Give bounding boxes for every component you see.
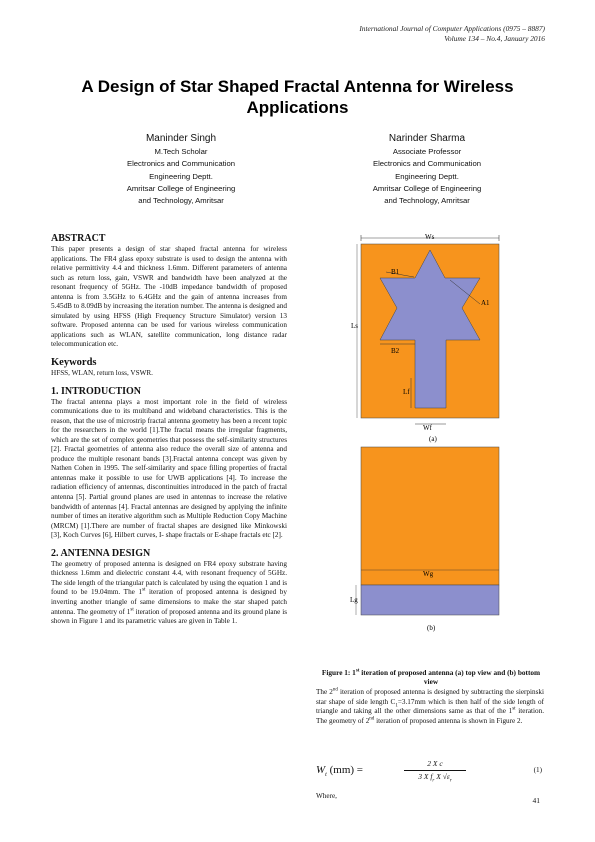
equation-denominator: 3 X $f_r$ X $√\varepsilon_r$	[418, 772, 452, 784]
author-line: Amritsar College of Engineering	[126, 183, 236, 193]
author-name: Maninder Singh	[145, 133, 217, 144]
wg-label: Wg	[423, 570, 434, 578]
figure-bottom-view	[350, 444, 505, 634]
author-line: Engineering Deptt.	[395, 171, 459, 181]
a1-label: A1	[481, 299, 490, 307]
b1-label: B1	[391, 268, 400, 276]
journal-name: International Journal of Computer Applications (0975 – 8887)	[359, 24, 545, 33]
b2-label: B2	[391, 347, 400, 355]
figure-caption: Figure 1: 1st iteration of proposed antenna (a) top view and (b) bottom view	[321, 668, 541, 687]
wf-label: Wf	[423, 424, 432, 432]
author-name: Narinder Sharma	[388, 133, 466, 144]
author-block-1	[76, 132, 286, 207]
author-line: Electronics and Communication	[126, 159, 236, 169]
paper-title: A Design of Star Shaped Fractal Antenna for Wireless Applications	[81, 77, 514, 117]
author-line: and Technology, Amritsar	[138, 196, 224, 206]
keywords-heading: Keywords	[51, 357, 97, 369]
equation-1	[316, 756, 544, 788]
author-line: Associate Professor	[392, 147, 462, 156]
subfigure-b-label: (b)	[427, 624, 436, 632]
ws-label: Ws	[425, 233, 435, 241]
where-text: Where,	[316, 792, 337, 800]
author-line: M.Tech Scholar	[154, 147, 208, 156]
author-block-2	[322, 132, 532, 207]
author-line: Electronics and Communication	[372, 159, 482, 169]
abstract-text: This paper presents a design of star shaped fractal antenna for wireless applications. The FR4 glass epoxy substrate is used to design the antenna with relative permittivity 4.4 and thickness 1.6mm. Different parameters of antenna such as return loss, gain, VSWR and bandwidth have been analyzed at the resonant frequency of 5GHz. The -10dB impedance bandwidth of proposed antenna is from 3.5GHz to 6.4GHz and the gain of antenna increases from 5.45dB to 8.09dB by increasing the iteration number. The antenna is designed and simulated by using HFSS (High Frequency Structure Simulator) version 13 software. Proposed antenna can be used for various wireless communication applications such as WLAN, satellite communication, long distance radar telecommunication etc.	[51, 245, 288, 349]
lg-label: Lg	[350, 596, 358, 604]
equation-numerator: 2 X c	[427, 759, 443, 768]
substrate-rect	[361, 447, 499, 585]
abstract-heading: ABSTRACT	[51, 233, 106, 244]
design-text: The geometry of proposed antenna is designed on FR4 epoxy substrate having thickness 1.6mm and dielectric constant 4.4, with resonant frequency of 5GHz. The side length of the triangular patch is calculated by using the equation 1 and is found to be 19.04mm. The 1st iteration of proposed antenna is designed by inverting another triangle of same dimensions to make the star shaped patch antenna. The geometry of 1st iteration of proposed antenna and its ground plane is shown in Figure 1 and its parametric values are given in Table 1.	[51, 559, 287, 626]
author-line: Amritsar College of Engineering	[372, 183, 482, 193]
lf-label: Lf	[403, 388, 410, 396]
equation-fraction-bar	[404, 770, 466, 771]
journal-volume: Volume 134 – No.4, January 2016	[444, 34, 545, 43]
intro-heading: 1. INTRODUCTION	[51, 385, 142, 397]
ls-label: Ls	[351, 322, 358, 330]
iteration-paragraph: The 2nd iteration of proposed antenna is designed by subtracting the sierpinski star shape of side length $C_1=3.17mm$ which is then half of the side length of triangle and taking all the other dimensions same as that of the 1st iteration. The geometry of 2nd iteration of proposed antenna is shown in Figure 2.	[316, 687, 545, 725]
author-line: Engineering Deptt.	[149, 171, 213, 181]
ground-plane	[361, 585, 499, 615]
left-column	[51, 233, 287, 627]
author-line: and Technology, Amritsar	[384, 196, 470, 206]
equation-lhs: $W_t$ (mm) =	[316, 764, 363, 779]
right-column-text	[316, 688, 544, 726]
figure-top-view	[351, 232, 505, 443]
intro-text: The fractal antenna plays a most important role in the field of wireless communications due to its multiband and wideband characteristics. This is the reason, that the use of microstrip fractal antenna geometry has been a recent topic for the researchers in the world [1].The fractal means the irregular fragments, which are the set of complex geometries that possess the self-similarity structures [2]. Fractal geometries of antenna also reduce the overall size of antenna and produce the multiple resonant bands [3].Fractal antenna concept was given by Nathen Cohen in 1995. The self-similarity and space filling properties of fractal antennas make it possible to use for UWB applications [4]. To increase the radiation efficiency of antennas, discontinuities introduced in the patch of fractal antenna [5]. Partial ground planes are used in antennas to increase the relative bandwidth of antennas [4]. Fractal antennas are designed by applying the infinite number of times an iterative algorithm such as Multiple Reduction Copy Machine (MRCM) [1].There are number of fractal shapes are designed like Minkowski [3], Koch Curves [6], Hilbert curves, I- shape fractals or E-shape fractals etc [2].	[51, 397, 287, 540]
running-header	[245, 24, 545, 44]
subfigure-a-label: (a)	[429, 435, 437, 443]
page-number: 41	[532, 796, 540, 805]
design-heading: 2. ANTENNA DESIGN	[51, 547, 151, 559]
equation-number: (1)	[533, 766, 542, 774]
keywords-text: HFSS, WLAN, return loss, VSWR.	[51, 369, 153, 378]
